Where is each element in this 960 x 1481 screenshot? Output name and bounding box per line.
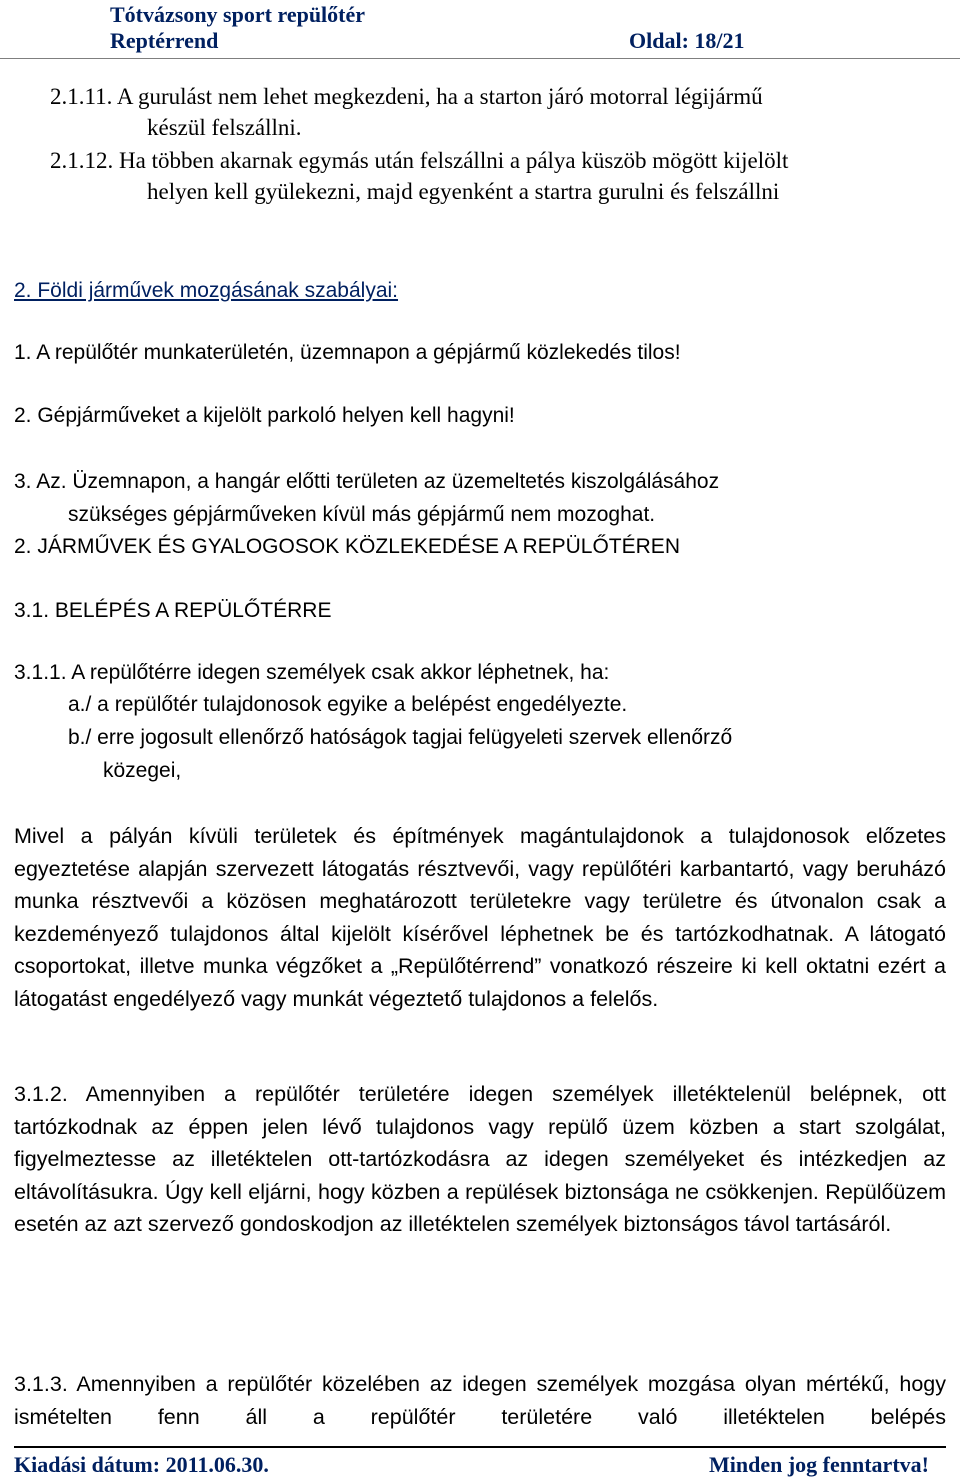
- footer-rights: Minden jog fenntartva!: [709, 1452, 929, 1477]
- section-heading-2-text: 2. Földi járművek mozgásának szabályai:: [14, 279, 399, 302]
- section-heading-2: [14, 276, 398, 306]
- item-3-1-1-b-line2: közegei,: [103, 759, 182, 782]
- header-subtitle: Reptérrend: [110, 28, 219, 53]
- item-2-1-12-line2: helyen kell gyülekezni, majd egyenként a startra gurulni és felszállni: [147, 179, 780, 204]
- item-3-1-1-a: a./ a repülőtér tulajdonosok egyike a belépést engedélyezte.: [68, 693, 628, 716]
- footer-issue-date: Kiadási dátum: 2011.06.30.: [14, 1452, 269, 1477]
- header-page-number: Oldal: 18/21: [629, 28, 745, 53]
- item-2-1-12-line1: 2.1.12. Ha többen akarnak egymás után felszállni a pálya küszöb mögött kijelölt: [50, 148, 789, 173]
- paragraph-3-1-3: 3.1.3. Amennyiben a repülőtér közelében az idegen személyek mozgása olyan mértékű, hogy ismételten fenn áll a repülőtér területére való illetéktelen belépés: [14, 1372, 946, 1429]
- header-title: Tótvázsony sport repülőtér: [110, 2, 366, 27]
- item-3-1-1-b-line1: b./ erre jogosult ellenőrző hatóságok tagjai felügyeleti szervek ellenőrző: [68, 726, 733, 749]
- footer-divider: [14, 1446, 946, 1448]
- paragraph-mivel: Mivel a pályán kívüli területek és építmények magántulajdonok a tulajdonosok előzetes egyeztetése alapján szervezett látogatás résztvevői, vagy repülőtéri karbantartó, vagy beruházó munka résztvevői a közösen meghatározott területekre vagy területre és útvonalon csak a kezdeményező tulajdonos által kijelölt kísérővel léphetnek be és tartózkodhatnak. A látogató csoportokat, illetve munka végzőket a „Repülőtérrend” vonatkozó részeire ki kell oktatni ezért a látogatást engedélyező vagy munkát végeztető tulajdonos a felelős.: [14, 824, 946, 1011]
- rule-3-line2: szükséges gépjárműveken kívül más gépjármű nem mozoghat.: [68, 503, 656, 526]
- heading-jarmuvek: 2. JÁRMŰVEK ÉS GYALOGOSOK KÖZLEKEDÉSE A REPÜLŐTÉREN: [14, 535, 680, 558]
- header-divider: [0, 58, 960, 59]
- heading-belepes: 3.1. BELÉPÉS A REPÜLŐTÉRRE: [14, 599, 332, 622]
- rule-3-line1: 3. Az. Üzemnapon, a hangár előtti területen az üzemeltetés kiszolgálásához: [14, 470, 720, 493]
- item-2-1-11-line2: készül felszállni.: [147, 115, 302, 140]
- item-2-1-11-line1: 2.1.11. A gurulást nem lehet megkezdeni, ha a starton járó motorral légijármű: [50, 84, 763, 109]
- paragraph-3-1-2: 3.1.2. Amennyiben a repülőtér területére idegen személyek illetéktelenül belépnek, ott tartózkodnak az éppen jelen lévő tulajdonos vagy repülő üzem közben a start szolgálat, figyelmeztesse az illetéktelen ott-tartózkodásra az idegen személyeket és intézkedjen az eltávolításukra. Úgy kell eljárni, hogy közben a repülések biztonsága ne csökkenjen. Repülőüzem esetén az azt szervező gondoskodjon az illetéktelen személyek biztonságos távol tartásáról.: [14, 1082, 946, 1236]
- item-3-1-1: 3.1.1. A repülőtérre idegen személyek csak akkor léphetnek, ha:: [14, 661, 610, 684]
- rule-1: 1. A repülőtér munkaterületén, üzemnapon a gépjármű közlekedés tilos!: [14, 341, 681, 364]
- rule-2: 2. Gépjárműveket a kijelölt parkoló helyen kell hagyni!: [14, 404, 515, 427]
